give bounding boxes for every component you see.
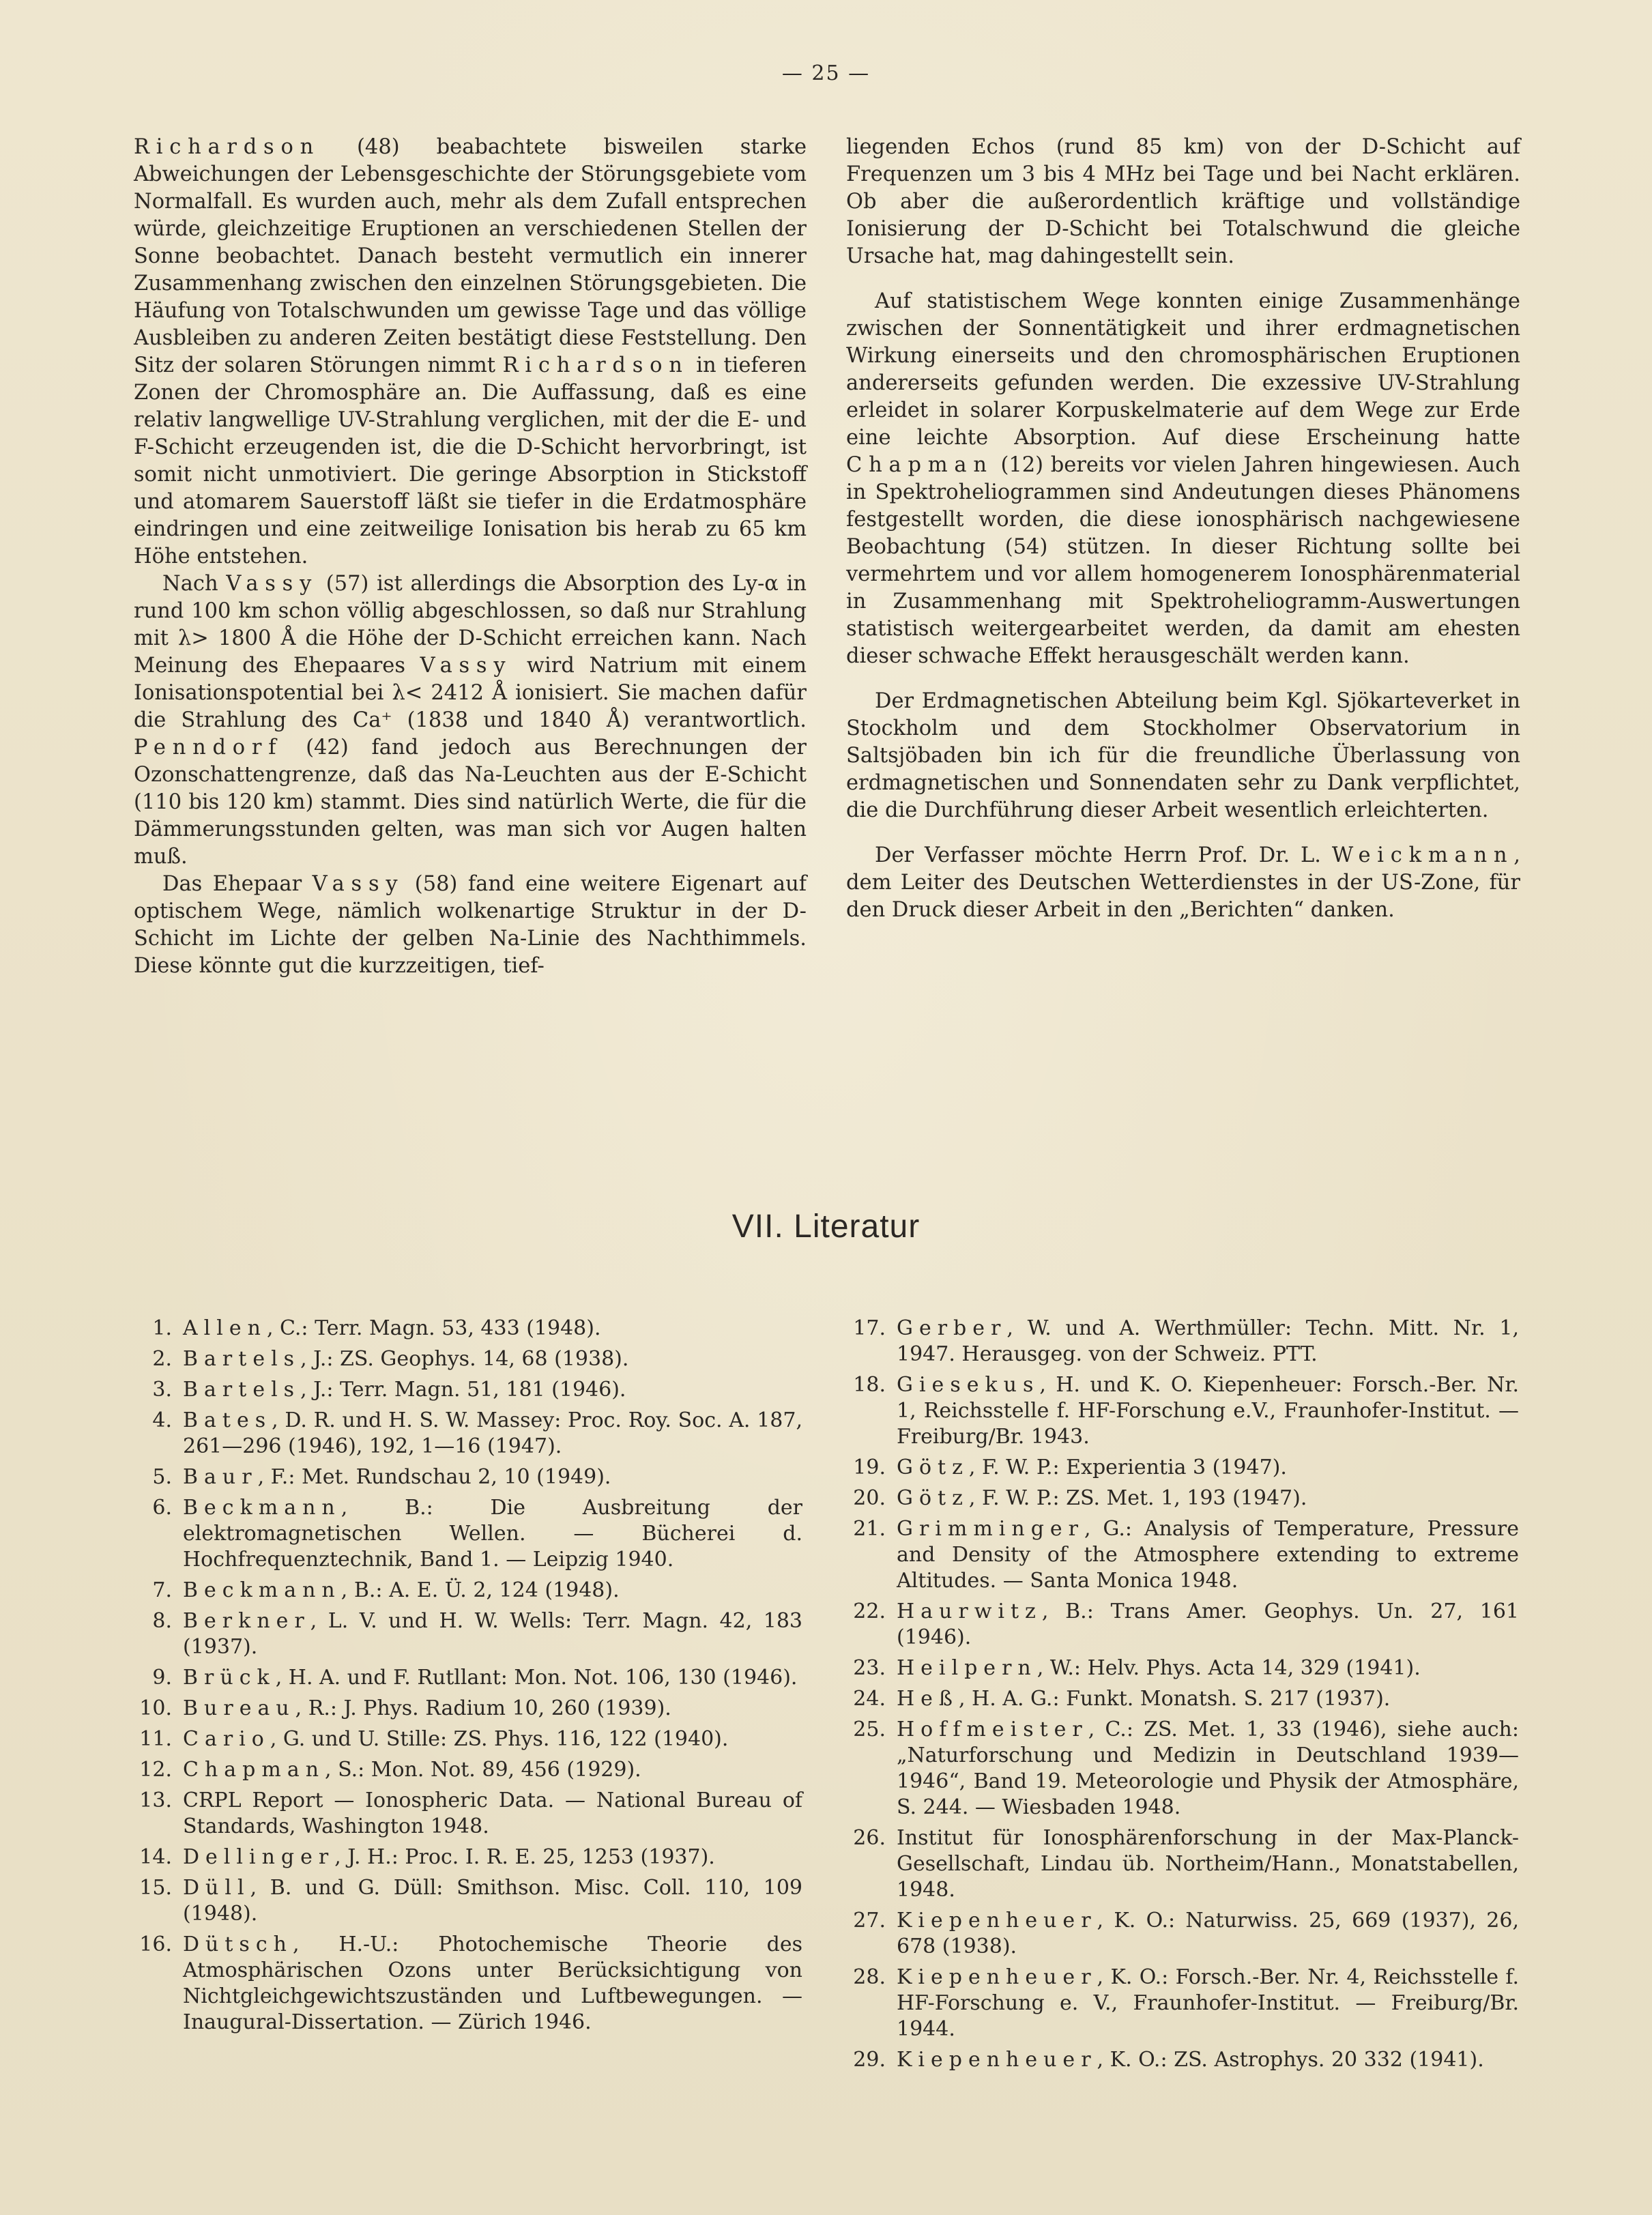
author-name: Richardson: [134, 135, 320, 159]
reference-text: , F. W. P.: ZS. Met. 1, 193 (1947).: [968, 1486, 1307, 1510]
reference-author: Haurwitz: [897, 1599, 1042, 1623]
reference-item: [843, 1516, 1519, 1594]
paragraph-text: Der Verfasser möchte Herrn Prof. Dr. L.: [875, 843, 1332, 867]
reference-item: [134, 1788, 802, 1840]
reference-item: [134, 1377, 802, 1403]
reference-number: 28.: [853, 1965, 886, 1989]
reference-author: Heß: [897, 1687, 959, 1711]
reference-author: Dellinger: [183, 1845, 335, 1869]
reference-text: , R.: J. Phys. Radium 10, 260 (1939).: [295, 1696, 671, 1720]
paragraph-text: in tieferen Zonen der Chromosphäre an. Die Auffassung, daß es eine relativ langwellige UV-Strahlung verglichen, mit der die E- und F-Schicht erzeugenden ist, die die D-Schicht hervorbringt, ist somit nicht unmotiviert. Die geringe Absorption in Stickstoff und atomarem Sauerstoff läßt sie tiefer in die Erdatmosphäre eindringen und eine zeitweilige Ionisation bis herab zu 65 km Höhe entstehen.: [134, 353, 807, 568]
paragraph-statistics: [846, 288, 1520, 670]
reference-author: Hoffmeister: [897, 1718, 1088, 1741]
reference-item: [134, 1757, 802, 1783]
reference-number: 9.: [152, 1666, 172, 1690]
reference-text: , H. A. und F. Rutllant: Mon. Not. 106, 130 (1946).: [275, 1666, 798, 1690]
reference-text: , B. und G. Düll: Smithson. Misc. Coll. 110, 109 (1948).: [183, 1876, 802, 1926]
reference-text: , J.: Terr. Magn. 51, 181 (1946).: [300, 1378, 626, 1402]
reference-author: Berkner: [183, 1609, 310, 1633]
reference-author: Bates: [183, 1408, 272, 1432]
reference-author: Dütsch: [183, 1932, 293, 1956]
reference-text: , F. W. P.: Experientia 3 (1947).: [968, 1456, 1287, 1479]
reference-number: 6.: [152, 1496, 172, 1520]
reference-author: Kiepenheuer: [897, 1909, 1097, 1932]
reference-author: Cario: [183, 1727, 270, 1751]
reference-item: [843, 2047, 1519, 2073]
reference-author: Gerber: [897, 1316, 1007, 1340]
reference-number: 25.: [853, 1718, 886, 1741]
reference-author: Bartels: [183, 1347, 301, 1371]
reference-number: 8.: [152, 1609, 172, 1633]
reference-text: , W.: Helv. Phys. Acta 14, 329 (1941).: [1037, 1656, 1421, 1680]
reference-number: 4.: [152, 1408, 172, 1432]
reference-item: [134, 1932, 802, 2036]
reference-item: [134, 1464, 802, 1490]
reference-author: Kiepenheuer: [897, 1965, 1097, 1989]
text-column-left: [134, 134, 807, 980]
reference-item: [134, 1316, 802, 1342]
reference-number: 19.: [853, 1456, 886, 1479]
reference-text: , G.: Analysis of Temperature, Pressure and Density of the Atmosphere extending to extreme Altitudes. — Santa Monica 1948.: [897, 1517, 1519, 1593]
reference-text: , S.: Mon. Not. 89, 456 (1929).: [325, 1758, 641, 1782]
reference-number: 3.: [152, 1378, 172, 1402]
page-number: — 25 —: [781, 61, 871, 85]
section-title: VII. Literatur: [731, 1208, 921, 1245]
author-name: Richardson: [502, 353, 689, 377]
reference-text: , J. H.: Proc. I. R. E. 25, 1253 (1937).: [334, 1845, 715, 1869]
reference-item: [134, 1578, 802, 1604]
reference-author: Brück: [183, 1666, 276, 1690]
reference-number: 5.: [152, 1465, 172, 1489]
paragraph-vassy-structure: [134, 871, 807, 980]
reference-number: 10.: [139, 1696, 172, 1720]
reference-author: Beckmann: [183, 1578, 341, 1602]
reference-number: 14.: [139, 1845, 172, 1869]
reference-item: [843, 1686, 1519, 1712]
reference-number: 16.: [139, 1932, 172, 1956]
reference-text: , K. O.: Forsch.-Ber. Nr. 4, Reichsstelle f. HF-Forschung e. V., Fraunhofer-Institut. — Freiburg/Br. 1944.: [897, 1965, 1519, 2041]
reference-item: [843, 1825, 1519, 1903]
reference-number: 13.: [139, 1789, 172, 1812]
reference-number: 11.: [139, 1727, 172, 1751]
paragraph-acknowledgement: Der Erdmagnetischen Abteilung beim Kgl. Sjökarteverket in Stockholm und dem Stockholmer Observatorium in Saltsjöbaden bin ich für die freundliche Überlassung von erdmagnetischen und Sonnendaten sehr zu Dank verpflichtet, die die Durchführung dieser Arbeit wesentlich erleichterten.: [846, 689, 1520, 822]
reference-text: Institut für Ionosphärenforschung in der Max-Planck-Gesellschaft, Lindau üb. Northeim/Hann., Monatstabellen, 1948.: [897, 1826, 1519, 1902]
reference-text: , B.: Die Ausbreitung der elektromagnetischen Wellen. — Bücherei d. Hochfrequenztechnik, Band 1. — Leipzig 1940.: [183, 1496, 802, 1572]
reference-author: Götz: [897, 1456, 969, 1479]
reference-list-left: [134, 1316, 802, 2040]
reference-item: [134, 1844, 802, 1870]
author-name: Vassy: [420, 654, 512, 678]
reference-author: Düll: [183, 1876, 250, 1900]
paragraph-thanks: [846, 842, 1520, 924]
reference-author: Beckmann: [183, 1496, 341, 1520]
reference-item: [843, 1908, 1519, 1960]
reference-text: , K. O.: Naturwiss. 25, 669 (1937), 26, 678 (1938).: [897, 1909, 1519, 1958]
reference-author: Chapman: [183, 1758, 325, 1782]
reference-item: [843, 1965, 1519, 2042]
reference-text: , W. und A. Werthmüller: Techn. Mitt. Nr. 1, 1947. Herausgeg. von der Schweiz. PTT.: [897, 1316, 1519, 1366]
reference-item: [134, 1726, 802, 1752]
reference-number: 1.: [152, 1316, 172, 1340]
reference-number: 20.: [853, 1486, 886, 1510]
reference-author: Bureau: [183, 1696, 295, 1720]
reference-item: [134, 1665, 802, 1691]
reference-author: Giesekus: [897, 1373, 1040, 1397]
reference-number: 29.: [853, 2048, 886, 2072]
reference-author: Heilpern: [897, 1656, 1037, 1680]
author-name: Penndorf: [134, 736, 283, 759]
reference-text: CRPL Report — Ionospheric Data. — National Bureau of Standards, Washington 1948.: [183, 1789, 802, 1838]
paragraph-text: Nach: [162, 572, 227, 596]
text-column-right: [846, 134, 1520, 924]
reference-item: [843, 1455, 1519, 1481]
author-name: Vassy: [312, 872, 405, 896]
reference-text: , J.: ZS. Geophys. 14, 68 (1938).: [300, 1347, 629, 1371]
paragraph-text: , dem Leiter des Deutschen Wetterdienstes in der US-Zone, für den Druck dieser Arbeit in den „Berichten“ danken.: [846, 843, 1520, 922]
reference-item: [134, 1608, 802, 1660]
reference-text: , K. O.: ZS. Astrophys. 20 332 (1941).: [1097, 2048, 1484, 2072]
reference-list-right: [843, 1316, 1519, 2078]
reference-text: , B.: Trans Amer. Geophys. Un. 27, 161 (1946).: [897, 1599, 1519, 1649]
reference-text: , B.: A. E. Ü. 2, 124 (1948).: [340, 1578, 620, 1602]
paragraph-text: wird Natrium mit einem Ionisationspotential bei λ< 2412 Å ionisiert. Sie machen dafür die Strahlung des Ca⁺ (1838 und 1840 Å) verantwortlich.: [134, 654, 807, 732]
reference-text: , C.: ZS. Met. 1, 33 (1946), siehe auch: „Naturforschung und Medizin in Deutschland 1939—1946“, Band 19. Meteorologie und Physik der Atmosphäre, S. 244. — Wiesbaden 1948.: [897, 1718, 1519, 1819]
reference-item: [843, 1316, 1519, 1367]
reference-text: , L. V. und H. W. Wells: Terr. Magn. 42, 183 (1937).: [183, 1609, 802, 1659]
reference-number: 23.: [853, 1656, 886, 1680]
reference-item: [843, 1599, 1519, 1651]
reference-item: [134, 1408, 802, 1460]
reference-text: , H.-U.: Photochemische Theorie des Atmosphärischen Ozons unter Berücksichtigung von Nichtgleichgewichtszuständen und Luftbewegungen. — Inaugural-Dissertation. — Zürich 1946.: [183, 1932, 802, 2034]
reference-number: 12.: [139, 1758, 172, 1782]
reference-number: 27.: [853, 1909, 886, 1932]
paragraph-text: Auf statistischem Wege konnten einige Zusammenhänge zwischen der Sonnentätigkeit und ihrer erdmagnetischen Wirkung einerseits und den chromosphärischen Eruptionen andererseits gefunden werden. Die exzessive UV-Strahlung erleidet in solarer Korpuskelmaterie auf dem Wege zur Erde eine leichte Absorption. Auf diese Erscheinung hatte: [846, 289, 1520, 450]
paragraph-text: (12) bereits vor vielen Jahren hingewiesen. Auch in Spektroheliogrammen sind Andeutungen dieses Phänomens festgestellt worden, die diese ionosphärisch nachgewiesene Beobachtung (54) stützen. In dieser Richtung sollte bei vermehrtem und vor allem homogenerem Ionosphärenmaterial in Zusammenhang mit Spektroheliogramm-Auswertungen statistisch weitergearbeitet werden, da damit am ehesten dieser schwache Effekt herausgeschält werden kann.: [846, 453, 1520, 668]
author-name: Weickmann: [1331, 843, 1514, 867]
author-name: Vassy: [226, 572, 319, 596]
reference-text: , H. A. G.: Funkt. Monatsh. S. 217 (1937).: [958, 1687, 1391, 1711]
reference-author: Götz: [897, 1486, 969, 1510]
reference-item: [134, 1875, 802, 1927]
reference-item: [134, 1346, 802, 1372]
reference-author: Bartels: [183, 1378, 301, 1402]
reference-text: , D. R. und H. S. W. Massey: Proc. Roy. Soc. A. 187, 261—296 (1946), 192, 1—16 (1947).: [183, 1408, 802, 1458]
paragraph-text: (58) fand eine weitere Eigenart auf optischem Wege, nämlich wolkenartige Struktur in der D-Schicht im Lichte der gelben Na-Linie des Nachthimmels. Diese könnte gut die kurzzeitigen, tief-: [134, 872, 807, 978]
reference-item: [134, 1495, 802, 1573]
paragraph-text: Das Ehepaar: [162, 872, 313, 896]
reference-number: 21.: [853, 1517, 886, 1541]
reference-number: 15.: [139, 1876, 172, 1900]
reference-text: , G. und U. Stille: ZS. Phys. 116, 122 (1940).: [270, 1727, 729, 1751]
reference-number: 18.: [853, 1373, 886, 1397]
reference-number: 24.: [853, 1687, 886, 1711]
reference-item: [134, 1696, 802, 1722]
reference-item: [843, 1486, 1519, 1511]
reference-text: , H. und K. O. Kiepenheuer: Forsch.-Ber. Nr. 1, Reichsstelle f. HF-Forschung e.V., Fraunhofer-Institut. — Freiburg/Br. 1943.: [897, 1373, 1519, 1449]
paragraph-echos: liegenden Echos (rund 85 km) von der D-Schicht auf Frequenzen um 3 bis 4 MHz bei Tage und bei Nacht erklären. Ob aber die außerordentlich kräftige und vollständige Ionisierung der D-Schicht bei Totalschwund die gleiche Ursache hat, mag dahingestellt sein.: [846, 135, 1520, 268]
reference-author: Baur: [183, 1465, 258, 1489]
reference-author: Grimminger: [897, 1517, 1085, 1541]
paragraph-text: (57) ist allerdings die Absorption des Ly-α in rund 100 km schon völlig abgeschlossen, so daß nur Strahlung mit λ> 1800 Å die Höhe der D-Schicht erreichen kann. Nach Meinung des Ehepaares: [134, 572, 807, 678]
reference-author: Allen: [183, 1316, 267, 1340]
reference-author: Kiepenheuer: [897, 2048, 1097, 2072]
reference-item: [843, 1655, 1519, 1681]
reference-number: 17.: [853, 1316, 886, 1340]
reference-number: 2.: [152, 1347, 172, 1371]
paragraph-richardson: [134, 134, 807, 570]
reference-number: 26.: [853, 1826, 886, 1850]
paragraph-text: (48) beabachtete bisweilen starke Abweichungen der Lebensgeschichte der Störungsgebiete vom Normalfall. Es wurden auch, mehr als dem Zufall entsprechen würde, gleichzeitige Eruptionen an verschiedenen Stellen der Sonne beobachtet. Danach besteht vermutlich ein innerer Zusammenhang zwischen den einzelnen Störungsgebieten. Die Häufung von Totalschwunden um gewisse Tage und das völlige Ausbleiben zu anderen Zeiten bestätigt diese Feststellung. Den Sitz der solaren Störungen nimmt: [134, 135, 807, 377]
reference-text: , F.: Met. Rundschau 2, 10 (1949).: [257, 1465, 611, 1489]
reference-number: 22.: [853, 1599, 886, 1623]
reference-number: 7.: [152, 1578, 172, 1602]
author-name: Chapman: [846, 453, 994, 477]
reference-text: , C.: Terr. Magn. 53, 433 (1948).: [266, 1316, 601, 1340]
paragraph-vassy-absorption: [134, 570, 807, 871]
reference-item: [843, 1372, 1519, 1450]
reference-item: [843, 1717, 1519, 1821]
paragraph-text: (42) fand jedoch aus Berechnungen der Ozonschattengrenze, daß das Na-Leuchten aus der E-Schicht (110 bis 120 km) stammt. Dies sind natürlich Werte, die für die Dämmerungsstunden gelten, was man sich vor Augen halten muß.: [134, 736, 807, 869]
